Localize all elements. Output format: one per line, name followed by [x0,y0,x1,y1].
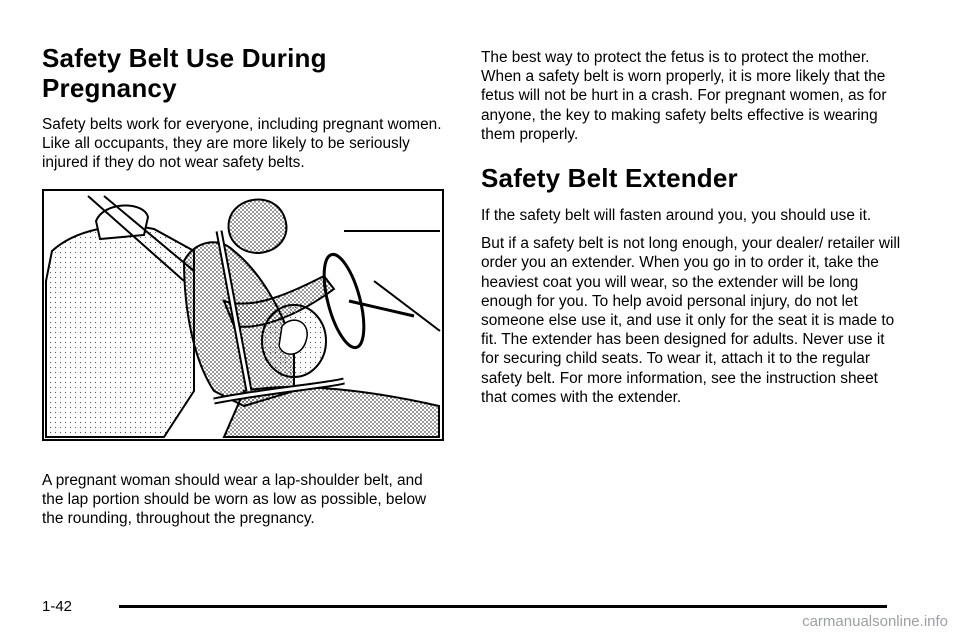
dashboard-2 [374,281,440,331]
pregnant-occupant-illustration [42,189,444,441]
left-column [42,0,448,528]
belted-occupant-drawing [44,191,442,439]
section-title-pregnancy: Safety Belt Use During Pregnancy [42,43,327,103]
section-title-extender: Safety Belt Extender [481,163,738,194]
seat-back [46,226,194,437]
paragraph-extender-details: But if a safety belt is not long enough, your dealer/ retailer will order you an extender. When you go in to order it, take the heaviest coat you will wear, so the extender will be long enough for you. To help avoid personal injury, do not let someone else use it, and use it only for the seat it is made to fit. The extender has been designed for adults. Never use it for securing child seats. To wear it, attach it to the regular safety belt. For more information, see the instruction sheet that comes with the extender. [481,235,901,406]
paragraph-pregnancy-intro: Safety belts work for everyone, including pregnant women. Like all occupants, they are more likely to be seriously injured if they do not wear safety belts. [42,116,442,172]
watermark: carmanualsonline.info [802,613,948,630]
paragraph-protect-fetus: The best way to protect the fetus is to protect the mother. When a safety belt is worn properly, it is more likely that the fetus will not be hurt in a crash. For pregnant women, as for anyone, the key to making safety belts effective is wearing them properly. [481,49,887,143]
right-column [481,0,901,407]
paragraph-extender-intro: If the safety belt will fasten around you, you should use it. [481,207,872,225]
page-number: 1-42 [42,598,73,615]
page-footer [42,597,887,617]
occupant-head [229,199,287,252]
paragraph-lap-belt-position: A pregnant woman should wear a lap-shoulder belt, and the lap portion should be worn as low as possible, below the rounding, throughout the pregnancy. [42,471,427,528]
footer-rule [119,605,887,608]
